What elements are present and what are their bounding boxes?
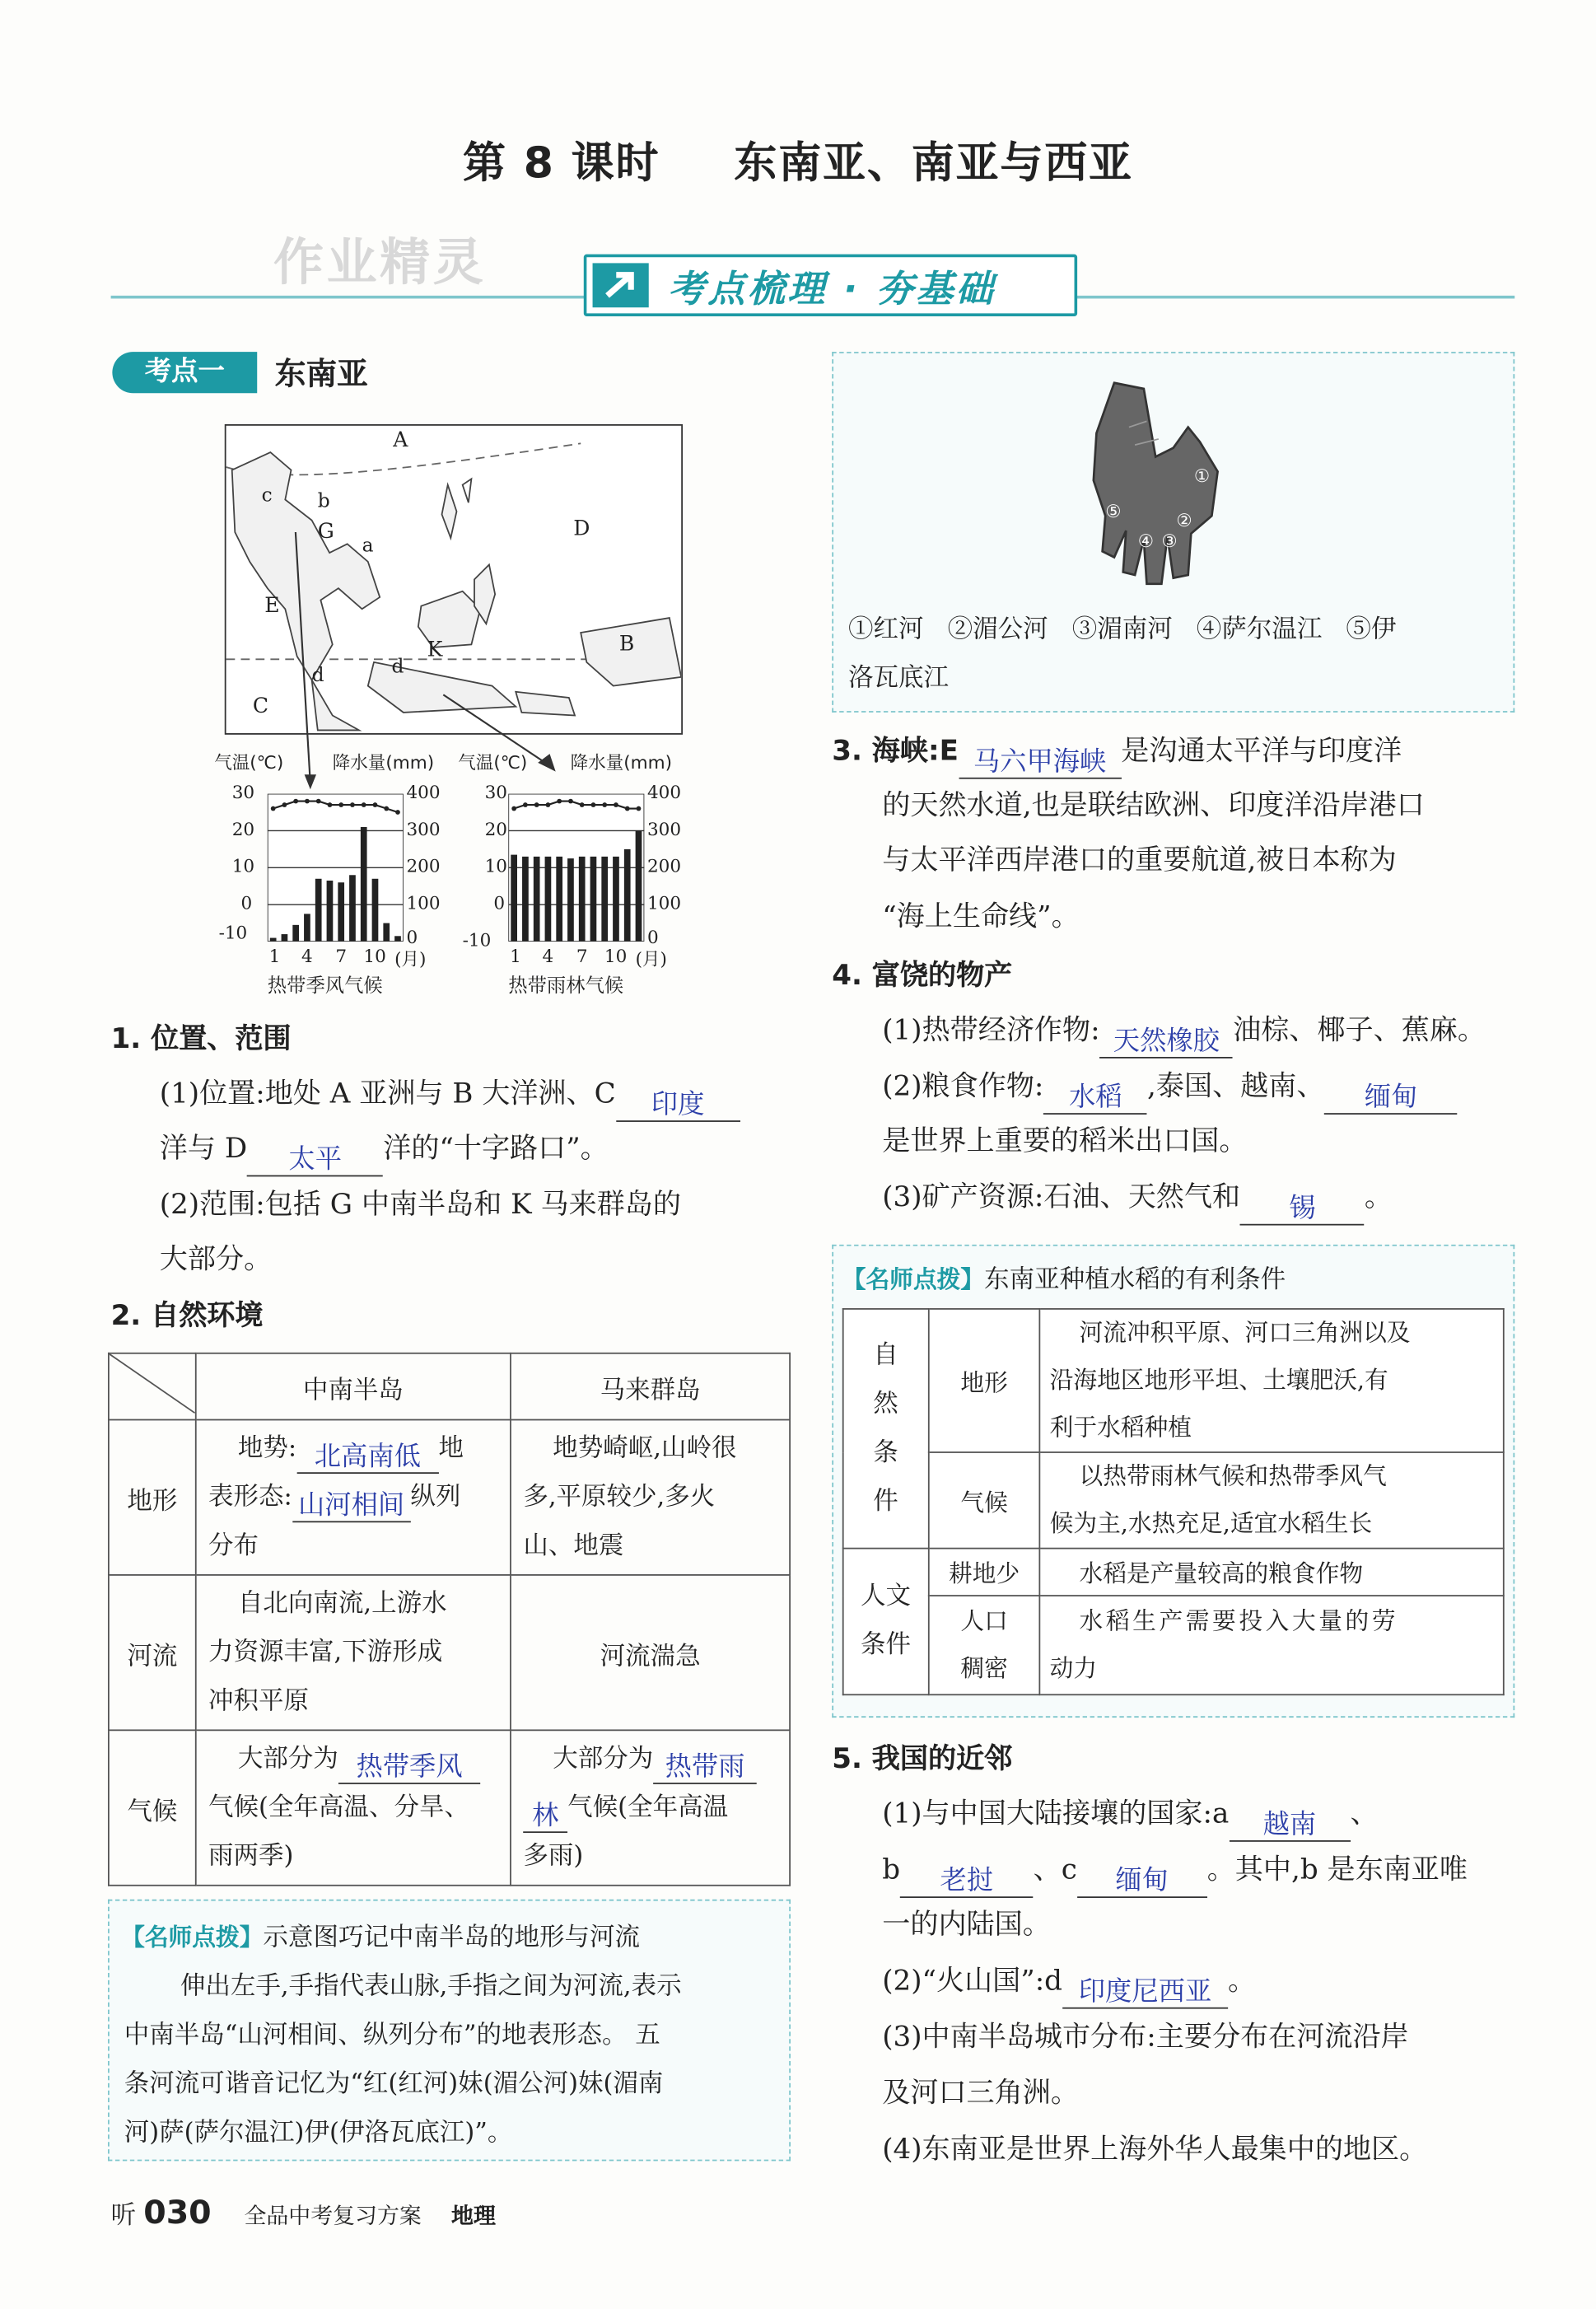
tip1-header [121, 1916, 640, 1953]
footer-book: 全品中考复习方案 [244, 2202, 422, 2229]
tip1-label: 【名师点拨】 [121, 1923, 264, 1951]
watermark: 作业精灵 [273, 233, 487, 293]
q4-line2-a: (2)粮食作物: [882, 1070, 1044, 1103]
q5-line1-b: 、 [1350, 1797, 1379, 1830]
table-header-row [109, 1353, 790, 1420]
malay-climate-line1 [523, 1735, 777, 1783]
temperature-point [293, 799, 298, 804]
rice-group-human-2: 条件 [860, 1630, 911, 1661]
q4-answer-2-text: 水稻 [1068, 1082, 1122, 1114]
footer-prefix: 听 [110, 2200, 137, 2231]
rice-val-population [1040, 1596, 1504, 1694]
rice-group-natural-4: 件 [873, 1486, 898, 1517]
chart1-axis-left: 气温(℃) [214, 752, 284, 774]
malay-climate-line2-b: 气候(全年高温 [567, 1792, 729, 1822]
chart2-plot [508, 794, 644, 942]
rice-climate-line2: 候为主,水热充足,适宜水稻生长 [1049, 1509, 1373, 1538]
q1-line1-text: (1)位置:地处 A 亚洲与 B 大洋洲、C [159, 1077, 616, 1110]
climate-chart-rainforest [458, 750, 694, 1008]
map-label-g-cap: G [317, 520, 334, 545]
chart2-tick-x-1: 1 [510, 946, 521, 967]
rice-key-population-1: 人口 [960, 1606, 1008, 1635]
tip1-line1: 伸出左手,手指代表山脉,手指之间为河流,表示 [180, 1971, 682, 2002]
terrain-answer-1-text: 北高南低 [314, 1440, 421, 1472]
temperature-point [614, 802, 618, 807]
footer-subject: 地理 [451, 2202, 496, 2229]
q1-line4: 大部分。 [159, 1243, 273, 1276]
precip-bar [270, 938, 277, 942]
rice-terrain-line2: 沿海地区地形平坦、土壤肥沃,有 [1049, 1366, 1388, 1395]
map-label-c-cap: C [252, 694, 269, 719]
temperature-point [568, 799, 573, 804]
rice-key-climate: 气候 [928, 1452, 1040, 1549]
tip1-title: 示意图巧记中南半岛的地形与河流 [263, 1923, 641, 1953]
chart2-tick-y2-300: 300 [646, 819, 682, 840]
page-title [0, 130, 1596, 191]
tip2-title: 东南亚种植水稻的有利条件 [984, 1265, 1286, 1295]
chart2-tick-y2-400: 400 [646, 782, 682, 803]
precip-bar [361, 827, 367, 942]
rice-key-population [928, 1596, 1040, 1694]
precip-bar [304, 914, 310, 942]
temperature-point [625, 806, 630, 811]
rice-val-climate [1040, 1452, 1504, 1549]
hand-marker-1: ① [1193, 465, 1211, 487]
q5-line1 [882, 1787, 1378, 1841]
chart2-tick-y-20: 20 [484, 819, 507, 840]
precip-bar [327, 881, 334, 942]
temperature-point [316, 799, 321, 804]
map-label-c-low: c [261, 484, 273, 507]
q4-answer-1-text: 天然橡胶 [1113, 1026, 1220, 1057]
q5-answer-b-text: 老挝 [940, 1865, 994, 1897]
chart2-axis-right: 降水量(mm) [570, 752, 673, 774]
chart2-tick-y-10: 10 [484, 855, 507, 877]
temperature-point [338, 802, 343, 807]
chart2-tick-y-neg10: -10 [462, 929, 492, 951]
chart2-tick-y-30: 30 [484, 782, 507, 803]
q5-line2-c: 。其中,b 是东南亚唯 [1206, 1853, 1468, 1886]
chart1-tick-x-unit: (月) [394, 949, 427, 970]
precip-bar [579, 857, 586, 942]
rice-group-natural [843, 1309, 929, 1549]
chart1-tick-x-10: 10 [363, 946, 386, 967]
temperature-point [523, 802, 528, 807]
section-title: 东南亚 [274, 356, 368, 392]
q3-line3: 与太平洋西岸港口的重要航道,被日本称为 [882, 844, 1397, 877]
q5-line4-b: 。 [1227, 1964, 1257, 1998]
chart1-tick-y2-100: 100 [406, 892, 441, 914]
q4-answer-2[interactable] [1043, 1082, 1147, 1115]
q1-answer-c-text: 印度 [651, 1089, 705, 1121]
chart1-tick-x-4: 4 [301, 946, 313, 967]
terrain-line2 [208, 1473, 498, 1521]
temperature-point [350, 802, 355, 807]
title-lesson: 第 8 课时 [462, 137, 660, 188]
river-line1: 自北向南流,上游水 [237, 1588, 447, 1618]
terrain-answer-2-text: 山河相间 [297, 1489, 405, 1521]
chart1-tick-y-20: 20 [231, 819, 255, 840]
chart1-tick-y-neg10: -10 [218, 922, 248, 943]
map-label-k-cap: K [427, 638, 443, 662]
q3-line1 [832, 724, 1402, 778]
table-row-climate [109, 1730, 790, 1885]
chart2-tick-y2-0: 0 [646, 927, 659, 948]
malay-climate-line2 [523, 1783, 777, 1832]
q5-line7: (4)东南亚是世界上海外华人最集中的地区。 [882, 2133, 1428, 2166]
chart2-tick-x-7: 7 [576, 946, 588, 967]
tip-box-hand-mnemonic [108, 1900, 791, 2162]
table-row-terrain [109, 1420, 790, 1575]
precip-bar [511, 855, 517, 942]
chart1-name: 热带季风气候 [267, 975, 383, 998]
q5-answer-a[interactable] [1229, 1809, 1350, 1841]
rice-conditions-table [842, 1308, 1505, 1695]
banner-text: 考点梳理 · 夯基础 [668, 267, 996, 311]
map-label-d-cap: D [573, 517, 590, 541]
precip-bar [394, 936, 401, 942]
map-label-b-low: b [317, 490, 330, 513]
rice-terrain-line1: 河流冲积平原、河口三角洲以及 [1079, 1318, 1411, 1347]
precip-bar [534, 857, 540, 942]
malay-climate-line3: 多雨) [523, 1840, 584, 1871]
climate-line1-a: 大部分为 [237, 1743, 338, 1774]
temperature-point [271, 806, 276, 811]
temperature-point [305, 799, 310, 804]
precip-bar [556, 857, 562, 942]
natural-environment-table [108, 1353, 791, 1886]
q1-line1 [160, 1068, 740, 1122]
q1-answer-d-text: 太平 [288, 1143, 343, 1176]
malay-climate-answer-1-text: 热带雨 [665, 1750, 745, 1783]
precip-bar [624, 849, 631, 942]
chart1-axis-right: 降水量(mm) [332, 752, 435, 774]
q5-answer-b[interactable] [900, 1866, 1033, 1898]
precip-bar [545, 857, 552, 942]
title-topic: 东南亚、南亚与西亚 [734, 137, 1133, 188]
terrain-line1 [208, 1424, 498, 1473]
chart2-tick-x-10: 10 [604, 946, 628, 967]
q5-answer-c[interactable] [1077, 1866, 1207, 1898]
q4-answer-3[interactable] [1324, 1082, 1457, 1115]
malay-climate-answer-2[interactable] [523, 1801, 567, 1832]
row-label-river: 河流 [109, 1575, 196, 1730]
temperature-point [534, 802, 539, 807]
q3-answer-text: 马六甲海峡 [973, 746, 1107, 778]
map-label-b-cap: B [618, 633, 635, 657]
temperature-point [384, 806, 389, 811]
chart2-tick-y2-100: 100 [646, 892, 682, 914]
q5-line4-a: (2)“火山国”:d [882, 1964, 1063, 1998]
cell-climate-malay [511, 1730, 790, 1885]
climate-line1 [208, 1735, 498, 1783]
q4-line4 [882, 1171, 1393, 1225]
q4-answer-4-text: 锡 [1289, 1193, 1316, 1224]
q1-answer-d[interactable] [247, 1144, 383, 1176]
rice-row-population [843, 1596, 1504, 1694]
q4-line4-b: 。 [1364, 1180, 1393, 1214]
rice-group-natural-1: 自 [873, 1339, 898, 1370]
tip1-line2: 中南半岛“山河相间、纵列分布”的地表形态。 五 [124, 2020, 660, 2050]
rice-key-farmland: 耕地少 [928, 1549, 1040, 1596]
climate-chart-monsoon [214, 750, 450, 1008]
temperature-point [557, 799, 562, 804]
precip-bar [636, 830, 642, 942]
q3-head: 3. 海峡:E [832, 734, 959, 768]
rice-row-farmland [843, 1549, 1504, 1596]
chart1-tick-y2-400: 400 [406, 782, 441, 803]
chart1-tick-x-1: 1 [268, 946, 281, 967]
climate-answer-1-text: 热带季风 [356, 1750, 463, 1783]
q5-line4 [882, 1954, 1256, 2008]
q4-line2 [882, 1060, 1458, 1115]
precip-bar [282, 934, 288, 942]
temperature-point [362, 802, 366, 807]
hand-marker-3: ③ [1161, 531, 1178, 552]
cell-climate-indochina [196, 1730, 511, 1885]
chart1-tick-y2-0: 0 [406, 927, 418, 948]
hand-caption-line1: ①红河 ②湄公河 ③湄南河 ④萨尔温江 ⑤伊 [847, 615, 1397, 645]
river-line3: 冲积平原 [208, 1685, 310, 1716]
col-header-malay: 马来群岛 [511, 1353, 790, 1420]
left-hand-illustration [1070, 368, 1276, 605]
temperature-point [602, 802, 607, 807]
malay-terrain-line1: 地势崎岖,山岭很 [553, 1433, 737, 1463]
q3-line4: “海上生命线”。 [882, 900, 1080, 933]
q4-line4-a: (3)矿产资源:石油、天然气和 [882, 1180, 1241, 1214]
map-label-e-cap: E [264, 594, 280, 619]
climate-answer-1[interactable] [338, 1752, 480, 1783]
terrain-line1-a: 地势: [237, 1433, 297, 1463]
temperature-point [546, 802, 551, 807]
map-label-d-low-2: d [391, 656, 404, 679]
precip-bar [349, 875, 356, 942]
q2-head: 2. 自然环境 [110, 1299, 264, 1332]
arrow-icon [593, 263, 649, 307]
rice-group-natural-2: 然 [873, 1388, 898, 1419]
rice-key-terrain: 地形 [928, 1309, 1040, 1452]
malay-terrain-line3: 山、地震 [523, 1531, 624, 1560]
temperature-point [282, 802, 287, 807]
q5-line2-a: b [882, 1853, 901, 1886]
terrain-line1-b: 地 [438, 1433, 464, 1463]
q5-answer-c-text: 缅甸 [1115, 1865, 1169, 1897]
rice-row-terrain [843, 1309, 1504, 1452]
precip-bar [383, 923, 390, 942]
q5-answer-d-text: 印度尼西亚 [1078, 1976, 1212, 2008]
temperature-point [591, 802, 596, 807]
precip-bar [613, 857, 619, 942]
chart2-tick-x-unit: (月) [635, 949, 667, 970]
q5-line2-b: 、c [1033, 1853, 1077, 1886]
temperature-point [637, 806, 642, 811]
tip2-label: 【名师点拨】 [842, 1265, 985, 1294]
chart1-tick-y2-200: 200 [406, 855, 441, 877]
hand-marker-4: ④ [1137, 531, 1155, 552]
q5-line3: 一的内陆国。 [882, 1908, 1051, 1942]
chart1-tick-y-0: 0 [240, 892, 253, 914]
precip-bar [567, 858, 574, 942]
cell-terrain-malay [511, 1420, 790, 1575]
rice-population-line1: 水稻生产需要投入大量的劳 [1079, 1606, 1399, 1635]
q4-line1 [882, 1003, 1486, 1058]
table-corner [109, 1353, 196, 1420]
chart2-tick-y2-200: 200 [646, 855, 682, 877]
q1-line2 [160, 1122, 609, 1176]
precip-bar [372, 879, 379, 942]
rice-population-line2: 动力 [1049, 1653, 1098, 1683]
map-label-d-low-1: d [311, 665, 324, 688]
temperature-point [373, 802, 378, 807]
q5-line1-a: (1)与中国大陆接壤的国家:a [882, 1797, 1230, 1830]
q1-line2-text-b: 洋的“十字路口”。 [383, 1132, 609, 1165]
precip-bar [601, 857, 608, 942]
table-row-river [109, 1575, 790, 1730]
q3-line2: 的天然水道,也是联结欧洲、印度洋沿岸港口 [882, 789, 1425, 822]
rice-group-human [843, 1549, 929, 1695]
q5-head: 5. 我国的近邻 [832, 1742, 1013, 1776]
q4-line2-b: ,泰国、越南、 [1147, 1070, 1325, 1103]
rice-climate-line1: 以热带雨林气候和热带季风气 [1079, 1461, 1387, 1490]
q5-line5: (3)中南半岛城市分布:主要分布在河流沿岸 [882, 2020, 1409, 2054]
cell-river-indochina [196, 1575, 511, 1730]
terrain-answer-2[interactable] [292, 1491, 411, 1522]
temperature-point [395, 810, 400, 815]
chart1-tick-y-30: 30 [231, 782, 255, 803]
map-label-a-cap: A [393, 428, 408, 453]
q4-answer-3-text: 缅甸 [1364, 1082, 1418, 1114]
q3-answer[interactable] [959, 746, 1121, 778]
malay-climate-answer-2-text: 林 [532, 1799, 559, 1831]
chart2-tick-x-4: 4 [542, 946, 554, 967]
chart2-axis-left: 气温(℃) [458, 752, 528, 774]
rice-key-population-2: 稠密 [960, 1653, 1008, 1683]
malay-climate-line1-a: 大部分为 [553, 1743, 654, 1774]
cell-river-malay: 河流湍急 [511, 1575, 790, 1730]
q4-answer-1[interactable] [1100, 1026, 1233, 1058]
rice-val-farmland: 水稻是产量较高的粮食作物 [1040, 1549, 1504, 1596]
rice-group-natural-3: 条 [873, 1437, 898, 1467]
map-label-a-low: a [362, 535, 374, 558]
footer [111, 2194, 496, 2232]
tip1-line3: 条河流可谐音记忆为“红(红河)妹(湄公河)妹(湄南 [124, 2069, 664, 2100]
chart1-tick-x-7: 7 [335, 946, 348, 967]
q4-line1-b: 油棕、椰子、蕉麻。 [1233, 1013, 1486, 1047]
rice-group-human-1: 人文 [860, 1582, 911, 1611]
precip-bar [522, 857, 529, 942]
tip1-line4: 河)萨(萨尔温江)伊(伊洛瓦底江)”。 [124, 2118, 513, 2148]
precip-bar [315, 879, 322, 942]
temperature-point [328, 802, 333, 807]
q5-line6: 及河口三角洲。 [882, 2077, 1079, 2110]
tip2-header [842, 1258, 1286, 1295]
chart2-name: 热带雨林气候 [508, 975, 624, 998]
q5-answer-a-text: 越南 [1262, 1809, 1317, 1841]
hand-figure-box [832, 352, 1514, 713]
hand-marker-2: ② [1176, 510, 1192, 531]
chart1-tick-y2-300: 300 [406, 819, 441, 840]
terrain-line2-b: 纵列 [410, 1481, 461, 1512]
temperature-point [511, 806, 516, 811]
q4-line1-a: (1)热带经济作物: [882, 1013, 1100, 1047]
col-header-indochina: 中南半岛 [196, 1353, 511, 1420]
river-line2: 力资源丰富,下游形成 [208, 1637, 443, 1667]
tip-box-rice-conditions [832, 1245, 1514, 1718]
q1-line2-text-a: 洋与 D [159, 1132, 248, 1165]
malay-terrain-line2: 多,平原较少,多火 [523, 1481, 716, 1512]
rice-terrain-line3: 利于水稻种植 [1049, 1413, 1192, 1442]
rice-val-terrain [1040, 1309, 1504, 1452]
precip-bar [292, 925, 299, 942]
precip-bar [338, 882, 344, 942]
q1-head: 1. 位置、范围 [110, 1022, 292, 1056]
page-number: 030 [143, 2194, 212, 2232]
terrain-line2-a: 表形态: [208, 1481, 292, 1512]
section-badge: 考点一 [112, 352, 257, 393]
chart2-tick-y-0: 0 [493, 892, 506, 914]
precip-bar [590, 857, 597, 942]
cell-terrain-indochina [196, 1420, 511, 1575]
row-label-climate: 气候 [109, 1730, 196, 1885]
terrain-line3: 分布 [208, 1531, 259, 1560]
q4-line3: 是世界上重要的稻米出口国。 [882, 1124, 1248, 1158]
terrain-answer-1[interactable] [296, 1442, 438, 1473]
hand-caption-line2: 洛瓦底江 [847, 663, 950, 694]
climate-line2: 气候(全年高温、分旱、 [208, 1792, 469, 1822]
hand-marker-5: ⑤ [1105, 501, 1122, 522]
q4-head: 4. 富饶的物产 [832, 959, 1013, 993]
q3-line1-b: 是沟通太平洋与印度洋 [1121, 734, 1402, 768]
chart1-tick-y-10: 10 [231, 855, 255, 877]
q4-answer-4[interactable] [1240, 1193, 1365, 1225]
malay-climate-answer-1[interactable] [653, 1752, 757, 1783]
chart1-plot [268, 794, 404, 942]
row-label-terrain: 地形 [109, 1420, 196, 1575]
q1-answer-c[interactable] [616, 1089, 740, 1121]
rice-row-climate [843, 1452, 1504, 1549]
climate-line3: 雨两季) [208, 1840, 294, 1871]
q5-answer-d[interactable] [1062, 1976, 1228, 2008]
q5-line2 [882, 1844, 1468, 1898]
q1-line3: (2)范围:包括 G 中南半岛和 K 马来群岛的 [159, 1188, 681, 1222]
temperature-point [580, 802, 585, 807]
